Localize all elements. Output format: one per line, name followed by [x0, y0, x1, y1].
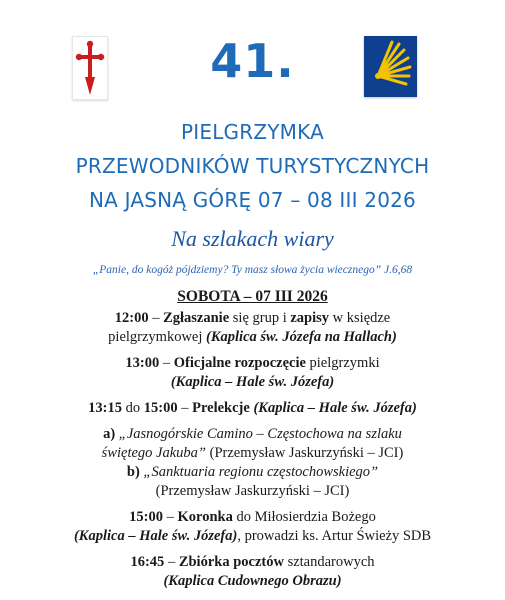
schedule: [0, 309, 505, 591]
schedule-item-banners: 16:45 – Zbiórka pocztów sztandarowych (Kaplica Cudownego Obrazu): [130, 554, 375, 589]
motto: Na szlakach wiary: [171, 226, 334, 251]
schedule-item-registration: 12:00 – Zgłaszanie się grup i zapisy w księdze pielgrzymkowej (Kaplica św. Józefa na Hallach): [108, 310, 397, 345]
lecture-list: a) „Jasnogórskie Camino – Częstochowa na szlaku świętego Jakuba” (Przemysław Jaskurzyński – JCI) b) „Sanktuaria regionu częstochowskiego” (Przemysław Jaskurzyński – JCI): [101, 426, 404, 499]
edition-number: 41.: [210, 34, 295, 88]
bible-quote: „Panie, do kogóż pójdziemy? Ty masz słowa życia wiecznego” J.6,68: [92, 264, 413, 276]
time: 13:00: [125, 355, 160, 371]
title-line-1: PIELGRZYMKA: [181, 120, 324, 144]
scallop-shell-icon: [364, 36, 417, 97]
time: 15:00: [129, 509, 164, 525]
time: 13:15: [88, 400, 123, 416]
title-line-3: NA JASNĄ GÓRĘ 07 – 08 III 2026: [89, 188, 416, 212]
schedule-item-lectures: 13:15 do 15:00 – Prelekcje (Kaplica – Hale św. Józefa): [88, 400, 417, 416]
title-line-2: PRZEWODNIKÓW TURYSTYCZNYCH: [75, 154, 430, 178]
schedule-item-opening: 13:00 – Oficjalne rozpoczęcie pielgrzymki (Kaplica – Hale św. Józefa): [125, 355, 380, 390]
day-heading: SOBOTA – 07 III 2026: [177, 288, 328, 305]
scallop-shell-logo: [364, 36, 417, 97]
time: 16:45: [130, 554, 165, 570]
time: 12:00: [114, 310, 149, 326]
schedule-item-chaplet: 15:00 – Koronka do Miłosierdzia Bożego (Kaplica – Hale św. Józefa), prowadzi ks. Artur Świeży SDB: [73, 509, 432, 544]
